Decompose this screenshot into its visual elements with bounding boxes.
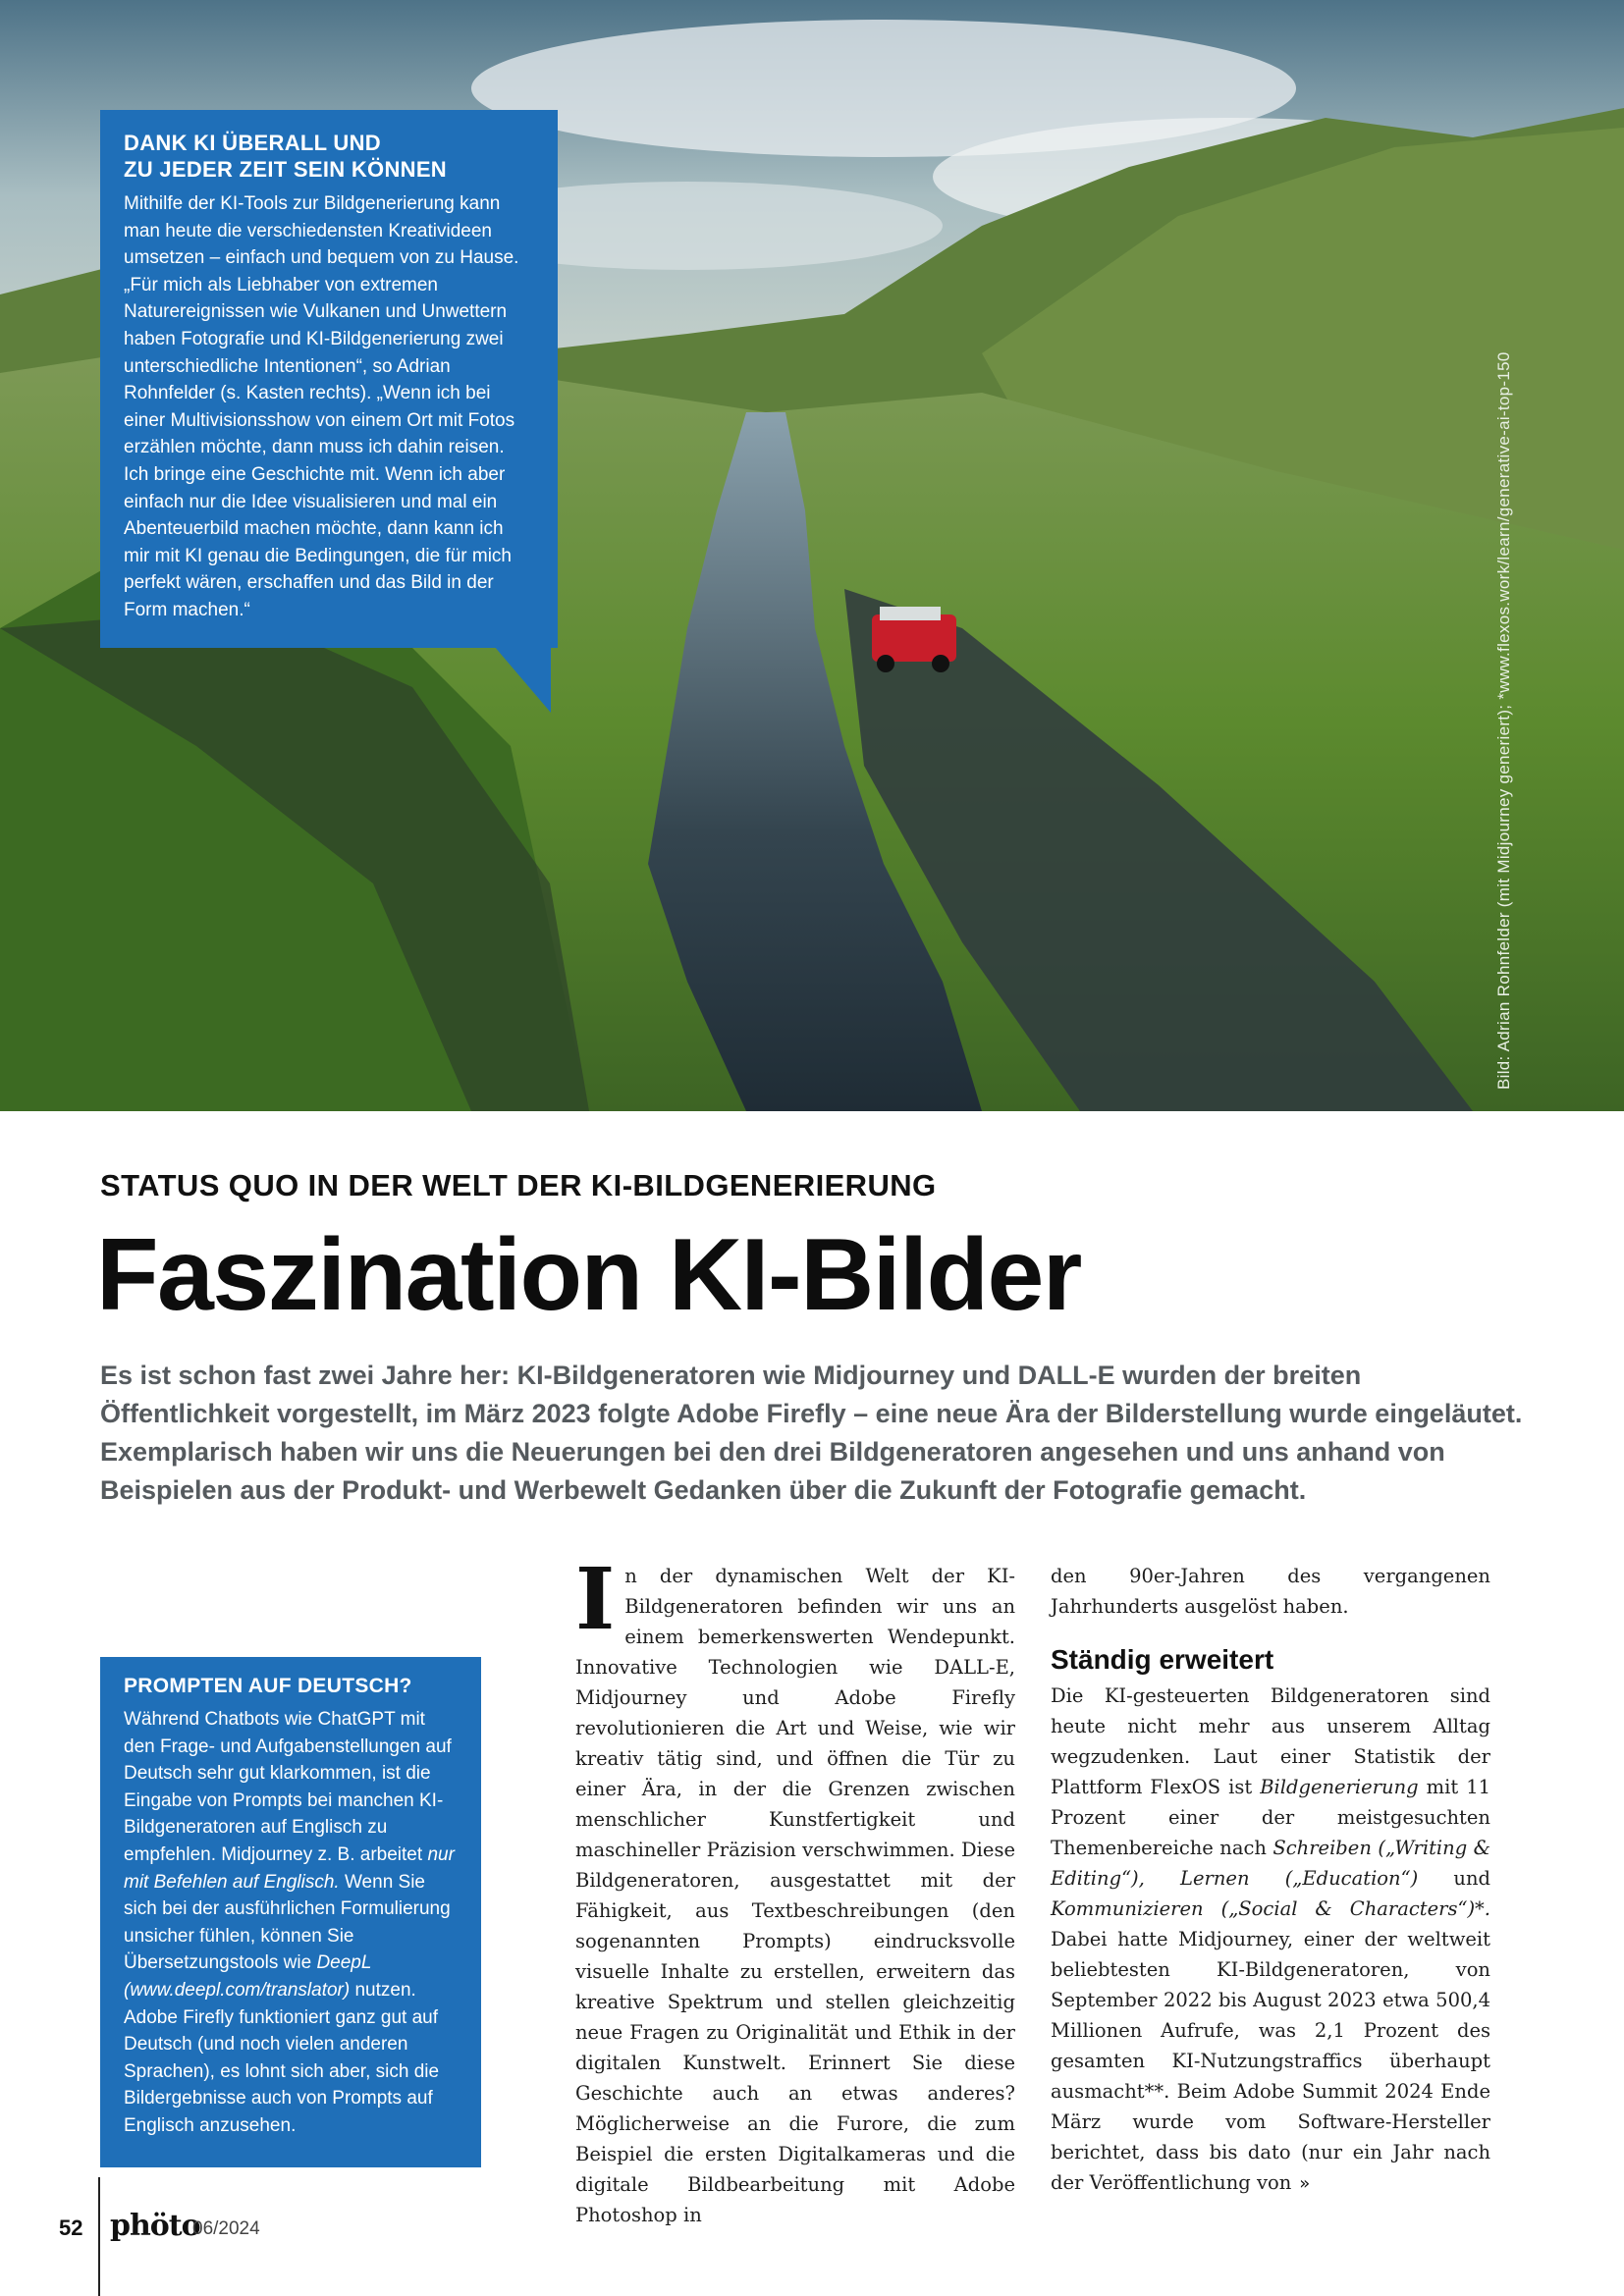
sidebar-text-part: Wenn Sie sich bei der ausführlichen Formulierung unsicher fühlen, können Sie Übersetzungstools wie — [124, 1871, 451, 1974]
page-number: 52 — [59, 2216, 83, 2240]
sidebar-text-emphasis: nur mit Befehlen auf Englisch. — [124, 1843, 455, 1893]
quote-box-heading-line2: ZU JEDER ZEIT SEIN KÖNNEN — [124, 157, 447, 182]
column-1-text: n der dynamischen Welt der KI-Bildgeneratoren befinden wir uns an einem bemerkenswerten Wendepunkt. Innovative Technologien wie DALL-E, Midjourney und Adobe Firefly revolutionieren die Art und Weise, wie wir kreativ tätig sind, und öffnen die Tür zu einer Ära, in der die Grenzen zwischen menschlicher Kunstfertigkeit und maschineller Präzision verschwimmen. Diese Bildgeneratoren, ausgestattet mit der Fähigkeit, aus Textbeschreibungen (den sogenannten Prompts) eindrucksvolle visuelle Inhalte zu erstellen, erweitern das kreative Spektrum und stellen gleichzeitig neue Fragen zu Originalität und Ethik in der digitalen Kunstwelt. Erinnert Sie diese Geschichte auch an etwas anderes? Möglicherweise an die Furore, die zum Beispiel die ersten Digitalkameras und die digitale Bildbearbeitung mit Adobe Photoshop in — [575, 1565, 1015, 2226]
photo-credit: Bild: Adrian Rohnfelder (mit Midjourney generiert); *www.flexos.work/learn/generative-ai-top-150 — [1494, 351, 1513, 1090]
sidebar-text-part: Während Chatbots wie ChatGPT mit den Frage- und Aufgabenstellungen auf Deutsch sehr gut klarkommen, ist die Eingabe von Prompts bei manchen KI-Bildgeneratoren auf Englisch zu empfehlen. Midjourney z. B. arbeitet — [124, 1709, 452, 1865]
article-kicker: STATUS QUO IN DER WELT DER KI-BILDGENERIERUNG — [100, 1168, 937, 1202]
text-part: Die KI-gesteuerten Bildgeneratoren sind heute nicht mehr aus unserem Alltag wegzudenken. Laut einer Statistik der Plattform FlexOS ist — [1051, 1684, 1490, 1798]
issue-number: 06/2024 — [192, 2218, 260, 2239]
text-emphasis: Schreiben („Writing & Editing“), Lernen („Education“) — [1051, 1837, 1490, 1890]
drop-cap: I — [575, 1550, 616, 1649]
column-2-paragraph — [1051, 1681, 1490, 2199]
sidebar-deepl-link: DeepL (www.deepl.com/translator) — [124, 1952, 372, 2001]
section-subheading: Ständig erweitert — [1051, 1644, 1274, 1675]
article-lead: Es ist schon fast zwei Jahre her: KI-Bildgeneratoren wie Midjourney und DALL-E wurden der breiten Öffentlichkeit vorgestellt, im März 2023 folgte Adobe Firefly – eine neue Ära der Bilderstellung wurde eingeläutet. Exemplarisch haben wir uns die Neuerungen bei den drei Bildgeneratoren angesehen und uns anhand von Beispielen aus der Produkt- und Werbewelt Gedanken über die Zukunft der Fotografie gemacht. — [100, 1361, 1523, 1505]
quote-box-heading-line1: DANK KI ÜBERALL UND — [124, 131, 381, 155]
quote-box-text: Mithilfe der KI-Tools zur Bildgenerierung kann man heute die verschiedensten Kreativideen umsetzen – einfach und bequem von zu Hause. „Für mich als Liebhaber von extremen Naturereignissen wie Vulkanen und Unwettern haben Fotografie und KI-Bildgenerierung zwei unterschiedliche Intentionen“, so Adrian Rohnfelder (s. Kasten rechts). „Wenn ich bei einer Multivisionsshow von einem Ort mit Fotos erzählen möchte, dann muss ich dahin reisen. Ich bringe eine Geschichte mit. Wenn ich aber einfach nur die Idee visualisieren und mal ein Abenteuerbild machen möchte, dann kann ich mir mit KI genau die Bedingungen, die für mich perfekt wären, erschaffen und das Bild in der Form machen.“ — [124, 193, 519, 620]
article-title: Faszination KI-Bilder — [96, 1218, 1081, 1332]
column-2-intro: den 90er-Jahren des vergangenen Jahrhunderts ausgelöst haben. — [1051, 1565, 1490, 1618]
text-emphasis: Kommunizieren („Social & Characters“)*. — [1051, 1897, 1490, 1920]
body-column-1 — [575, 1550, 1015, 2230]
text-emphasis: Bildgenerierung — [1260, 1776, 1419, 1798]
sidebar-box — [100, 1657, 481, 2167]
text-part: und — [1453, 1867, 1490, 1890]
quote-box-heading — [124, 130, 534, 183]
quote-box — [100, 110, 558, 648]
sidebar-heading: PROMPTEN AUF DEUTSCH? — [124, 1675, 412, 1697]
text-part: mit 11 Prozent einer der meistgesuchten Themenbereiche nach — [1051, 1776, 1491, 1859]
text-part: Dabei hatte Midjourney, einer der weltweit beliebtesten KI-Bildgeneratoren, von September 2022 bis August 2023 etwa 500,4 Millionen Aufrufe, was 2,1 Prozent des gesamten KI-Nutzungstraffics überhaupt ausmacht**. Beim Adobe Summit 2024 Ende März wurde vom Software-Hersteller berichtet, dass bis dato (nur ein Jahr nach der Veröffentlichung von — [1051, 1928, 1490, 2194]
speech-bubble-tail — [494, 646, 551, 713]
body-column-2 — [1051, 1561, 1490, 2199]
sidebar-text-part: nutzen. Adobe Firefly funktioniert ganz gut auf Deutsch (und noch vielen anderen Sprachen), es lohnt sich aber, sich die Bildergebnisse auch von Prompts auf Englisch anzusehen. — [124, 1979, 440, 2136]
magazine-logo: phöto — [110, 2209, 200, 2243]
footer-divider — [98, 2177, 100, 2296]
sidebar-text — [124, 1706, 458, 2140]
double-chevron-right-icon: » — [1299, 2173, 1311, 2194]
